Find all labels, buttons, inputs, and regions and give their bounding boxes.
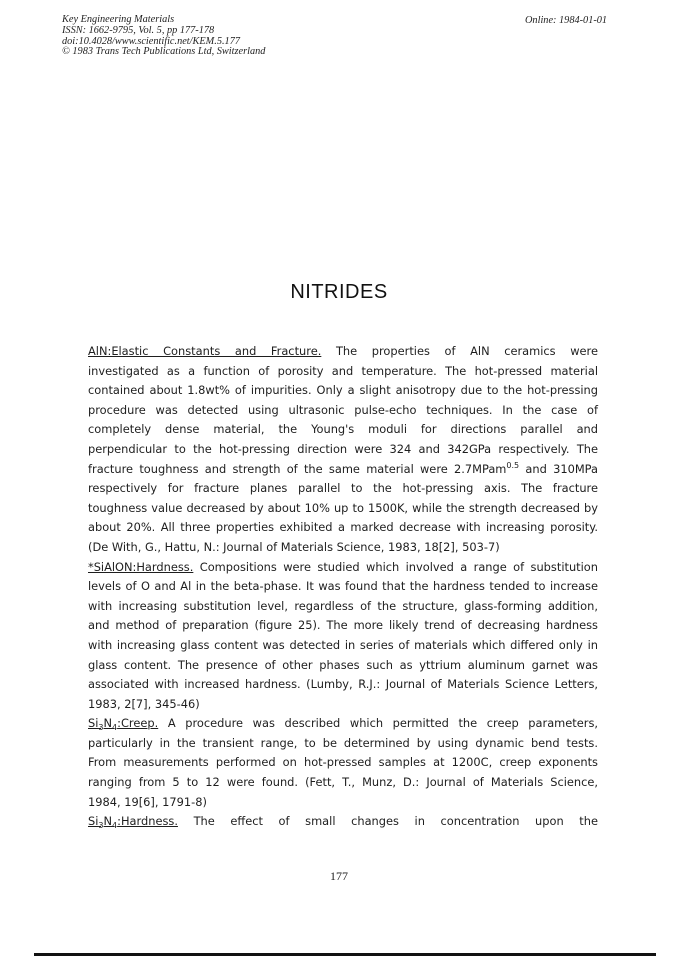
online-date: Online: 1984-01-01 [525,15,608,26]
section-title: NITRIDES [290,281,388,303]
copyright-line: © 1983 Trans Tech Publications Ltd, Switzerland [62,46,266,58]
text-line: completely dense material, the Young's moduli for directions parallel and [88,422,598,437]
text-line: and method of preparation (figure 25). The more likely trend of decreasing hardness [88,618,598,633]
entry-heading-si3n4-hardness: $Si_3N_4:Hardness$. [88,814,178,831]
exponent: 0.5 [506,460,520,470]
text-line: fracture toughness and strength of the same material were 2.7MPam$^{0.5}$ and 310MPa [88,460,598,476]
text-line: glass content. The presence of other phases such as yttrium aluminum garnet was [88,657,598,672]
text-line: about 20%. All three properties exhibited a marked decrease with increasing porosity. [88,520,598,535]
text-line: From measurements performed on hot-pressed samples at 1200C, creep exponents [88,755,598,770]
text-line: contained about 1.8wt% of impurities. Only a slight anisotropy due to the hot-pressing [88,383,598,398]
text-line: toughness value decreased by about 10% up to 1500K, while the strength decreased by [88,500,598,515]
text-line: perpendicular to the hot-pressing direction were 324 and 342GPa respectively. The [88,441,598,456]
entry-heading-si3n4-creep: $Si_3N_4:Creep$. [88,716,159,733]
text-line: respectively for fracture planes parallel to the hot-pressing axis. The fracture [88,481,598,496]
text-line: ranging from 5 to 12 were found. (Fett, T., Munz, D.: Journal of Materials Science, [88,775,598,790]
doi-line: doi:10.4028/www.scientific.net/KEM.5.177 [62,35,240,47]
issn-line: ISSN: 1662-9795, Vol. 5, pp 177-178 [62,24,215,36]
journal-header [62,15,265,58]
text-line: particularly in the transient range, to be determined by using dynamic bend tests. [88,735,598,750]
text-line: with increasing glass content was detected in series of materials which differed only in [88,637,598,652]
text-line: 1983, 2[7], 345-46) [88,696,200,711]
article-body [88,342,598,832]
journal-name: Key Engineering Materials [62,14,175,25]
entry-heading-aln: AlN:Elastic Constants and Fracture. [88,344,322,358]
text-line: levels of O and Al in the beta-phase. It was found that the hardness tended to increase [88,579,598,594]
text-line: $Si_3N_4:Hardness$. The effect of small changes in concentration upon the [88,814,598,831]
text-line: $Si_3N_4:Creep$. A procedure was described which permitted the creep parameters, [88,716,598,733]
text-line: *SiAlON:Hardness. Compositions were studied which involved a range of substitution [88,559,598,574]
text-line: investigated as a function of porosity and temperature. The hot-pressed material [88,363,598,378]
text-line: associated with increased hardness. (Lumby, R.J.: Journal of Materials Science Letters, [88,677,598,692]
entry-heading-sialon: *SiAlON:Hardness. [88,559,194,574]
text-line: AlN:Elastic Constants and Fracture. The properties of AlN ceramics were [88,344,598,358]
bottom-rule [34,953,656,956]
text-line: procedure was detected using ultrasonic pulse-echo techniques. In the case of [88,402,598,417]
text-line: with increasing substitution level, regardless of the structure, glass-forming addition, [88,598,598,613]
text-line: (De With, G., Hattu, N.: Journal of Materials Science, 1983, 18[2], 503-7) [88,539,500,554]
page-number: 177 [330,869,348,883]
text-line: 1984, 19[6], 1791-8) [88,794,207,809]
